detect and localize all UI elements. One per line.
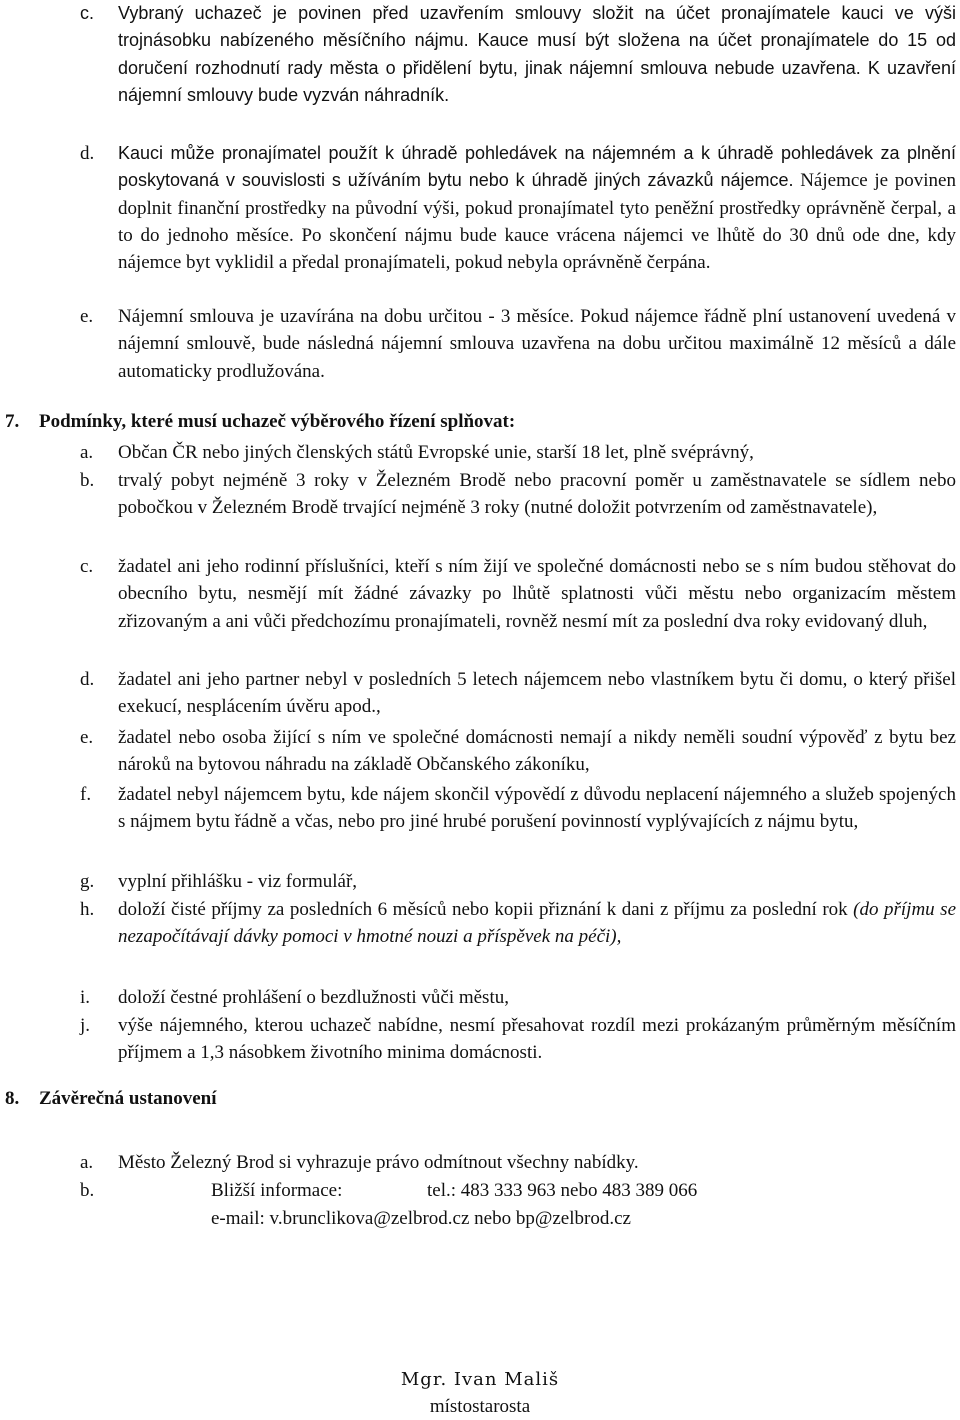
section-title: Podmínky, které musí uchazeč výběrového řízení splňovat: bbox=[39, 411, 516, 432]
info-email: e-mail: v.brunclikova@zelbrod.cz nebo bp@zelbrod.cz bbox=[211, 1208, 631, 1229]
item-label: a. bbox=[80, 1152, 94, 1173]
section8-item-a bbox=[80, 1149, 956, 1176]
item-text: žadatel ani jeho rodinní příslušníci, kteří s ním žijí ve společné domácnosti nebo se s ním budou stěhovat do obecního bytu, nesmějí mít žádné závazky po lhůtě splatnosti vůči městu nebo organizacím městem zřizovaným a ani vůči předchozímu pronajímateli, rovněž nesmí mít za poslední dva roky evidovaný dluh, bbox=[118, 556, 956, 632]
item-label: d. bbox=[80, 669, 95, 690]
item-text: výše nájemného, kterou uchazeč nabídne, nesmí přesahovat rozdíl mezi prokázaným průměrným měsíčním příjmem a 1,3 násobkem životního minima domácnosti. bbox=[118, 1015, 956, 1064]
item-text: žadatel ani jeho partner nebyl v posledních 5 letech nájemcem nebo vlastníkem bytu či domu, o který přišel exekucí, nesplácením úvěru apod., bbox=[118, 669, 956, 718]
section7-item-a bbox=[80, 439, 956, 466]
item-text: trvalý pobyt nejméně 3 roky v Železném Brodě nebo pracovní poměr u zaměstnavatele se sídlem nebo pobočkou v Železném Brodě trvající nejméně 3 roky (nutné doložit potvrzením od zaměstnavatele), bbox=[118, 470, 956, 519]
section-title: Závěrečná ustanovení bbox=[39, 1088, 217, 1109]
section6-item-e bbox=[80, 303, 956, 385]
section7-item-c bbox=[80, 553, 956, 635]
item-label: b. bbox=[80, 1180, 95, 1201]
section7-item-e bbox=[80, 724, 956, 779]
item-label: d. bbox=[80, 143, 95, 164]
section7-item-d bbox=[80, 666, 956, 721]
item-text: Nájemní smlouva je uzavírána na dobu určitou - 3 měsíce. Pokud nájemce řádně plní ustanovení uvedená v nájemní smlouvě, bude následná nájemní smlouva uzavřena na dobu určitou maximálně 12 měsíců a dále automaticky prodlužována. bbox=[118, 306, 956, 382]
section-number: 8. bbox=[5, 1088, 20, 1109]
section-number: 7. bbox=[5, 411, 20, 432]
section6-item-d bbox=[80, 140, 956, 276]
section7-item-b bbox=[80, 467, 956, 522]
section7-item-g bbox=[80, 868, 956, 895]
item-text: žadatel nebyl nájemcem bytu, kde nájem skončil výpovědí z důvodu neplacení nájemného a služeb spojených s nájmem bytu řádně a včas, nebo pro jiné hrubé porušení povinností vyplývajících z nájmu bytu, bbox=[118, 784, 956, 833]
item-text: doloží čisté příjmy za posledních 6 měsíců nebo kopii přiznání k dani z příjmu za poslední rok bbox=[118, 899, 854, 920]
item-label: i. bbox=[80, 987, 91, 1008]
item-label: f. bbox=[80, 784, 92, 805]
item-label: c. bbox=[80, 3, 95, 23]
section7-item-h bbox=[80, 896, 956, 951]
item-label: a. bbox=[80, 442, 94, 463]
item-text: žadatel nebo osoba žijící s ním ve společné domácnosti nemají a nikdy neměli soudní výpověď z bytu bez nároků na bytovou náhradu na základě Občanského zákoníku, bbox=[118, 727, 956, 776]
item-label: h. bbox=[80, 899, 95, 920]
section7-item-i bbox=[80, 984, 956, 1011]
signature-title: místostarosta bbox=[429, 1396, 531, 1417]
item-label: g. bbox=[80, 871, 95, 892]
item-text: doloží čestné prohlášení o bezdlužnosti vůči městu, bbox=[118, 987, 509, 1008]
item-label: e. bbox=[80, 727, 94, 748]
info-label: Bližší informace: bbox=[211, 1180, 343, 1201]
item-label: e. bbox=[80, 306, 94, 327]
item-text-a: Kauci může pronajímatel použít k úhradě pohledávek na nájemném a k úhradě pohledávek za plnění poskytovaná v souvislosti s užíváním bytu nebo k úhradě jiných závazků nájemce. bbox=[118, 143, 956, 191]
item-text-b: Nájemce je povinen doplnit finanční prostředky na původní výši, pokud pronajímatel tyto peněžní prostředky oprávněně čerpal, a to do jednoho měsíce. Po skončení nájmu bude kauce vrácena nájemci ve lhůtě do 30 dnů ode dne, kdy nájemce byt vyklidil a předal pronajímateli, pokud nebyla oprávněně čerpána. bbox=[118, 170, 956, 274]
item-label: b. bbox=[80, 470, 95, 491]
section7-item-j bbox=[80, 1012, 956, 1067]
item-text: Vybraný uchazeč je povinen před uzavřením smlouvy složit na účet pronajímatele kauci ve výši trojnásobku nabízeného měsíčního nájmu. Kauce musí být složena na účet pronajímatele do 15 od doručení rozhodnutí rady města o přidělení bytu, jinak nájemní smlouva nebude uzavřena. K uzavření nájemní smlouvy bude vyzván náhradník. bbox=[118, 3, 956, 105]
section8-heading bbox=[5, 1085, 217, 1112]
item-text: Občan ČR nebo jiných členských států Evropské unie, starší 18 let, plně svéprávný, bbox=[118, 442, 754, 463]
signature-name: Mgr. Ivan Mališ bbox=[400, 1369, 560, 1390]
section8-item-b bbox=[80, 1177, 697, 1204]
item-text: vyplní přihlášku - viz formulář, bbox=[118, 871, 358, 892]
section7-heading bbox=[5, 408, 515, 435]
section6-item-c bbox=[80, 0, 956, 109]
item-label: c. bbox=[80, 556, 94, 577]
item-label: j. bbox=[80, 1015, 91, 1036]
item-text-italic: (do příjmu se nezapočítávají dávky pomoci v hmotné nouzi a příspěvek na péči), bbox=[118, 899, 957, 948]
item-text: Město Železný Brod si vyhrazuje právo odmítnout všechny nabídky. bbox=[118, 1152, 639, 1173]
section7-item-f bbox=[80, 781, 956, 836]
info-phone: tel.: 483 333 963 nebo 483 389 066 bbox=[427, 1180, 698, 1201]
